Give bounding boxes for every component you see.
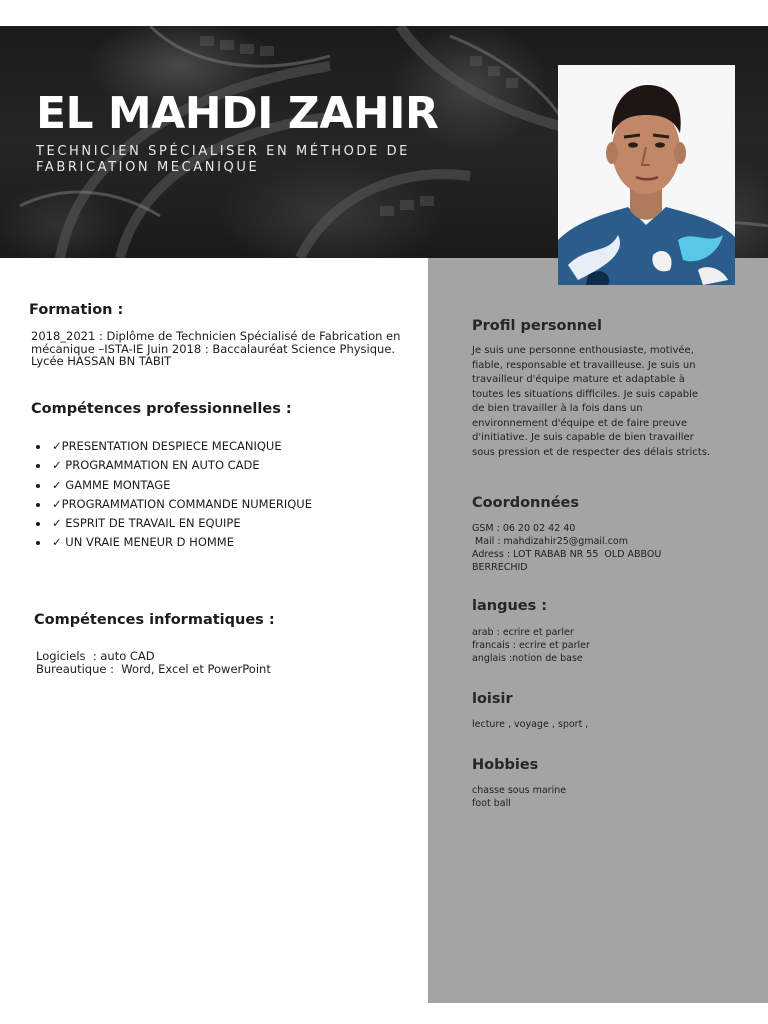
hobby-line: foot ball bbox=[472, 798, 511, 809]
language-line: anglais :notion de base bbox=[472, 653, 583, 664]
loisir-heading: loisir bbox=[472, 691, 513, 707]
professional-skills-list bbox=[36, 439, 312, 555]
list-item: ✓ UN VRAIE MENEUR D HOMME bbox=[36, 535, 312, 554]
list-item: ✓PRESENTATION DESPIECE MECANIQUE bbox=[36, 439, 312, 458]
competences-info-heading: Compétences informatiques : bbox=[34, 612, 275, 628]
loisir-line: lecture , voyage , sport , bbox=[472, 719, 589, 730]
competences-pro-heading: Compétences professionnelles : bbox=[31, 401, 292, 417]
title-line: TECHNICIEN SPÉCIALISER EN MÉTHODE DE bbox=[36, 144, 410, 159]
profil-line: de bien travailler à la fois dans un bbox=[472, 403, 643, 414]
list-item: ✓ GAMME MONTAGE bbox=[36, 478, 312, 497]
profil-line: environnement d'équipe et de faire preuve bbox=[472, 417, 688, 429]
profile-photo bbox=[558, 65, 735, 285]
formation-heading: Formation : bbox=[29, 302, 124, 318]
hobbies-heading: Hobbies bbox=[472, 757, 539, 773]
title-line: FABRICATION MECANIQUE bbox=[36, 160, 260, 175]
list-item: ✓ PROGRAMMATION EN AUTO CADE bbox=[36, 458, 312, 477]
language-line: arab : ecrire et parler bbox=[472, 627, 574, 638]
page-top-margin bbox=[0, 0, 768, 26]
office-line: Bureautique : Word, Excel et PowerPoint bbox=[36, 661, 271, 676]
list-item: ✓ ESPRIT DE TRAVAIL EN EQUIPE bbox=[36, 516, 312, 535]
coordonnees-heading: Coordonnées bbox=[472, 495, 580, 511]
profil-text bbox=[472, 344, 710, 460]
list-item: ✓PROGRAMMATION COMMANDE NUMERIQUE bbox=[36, 497, 312, 516]
software-line: Logiciels : auto CAD bbox=[36, 649, 155, 663]
langues-heading: langues : bbox=[472, 598, 548, 614]
email-line: Mail : mahdizahir25@gmail.com bbox=[472, 536, 628, 547]
language-line: francais : ecrire et parler bbox=[472, 640, 590, 651]
profil-line: travailleur d'équipe mature et adaptable à bbox=[472, 374, 685, 385]
profil-line: toutes les situations difficiles. Je suis capable bbox=[472, 388, 699, 400]
candidate-name: EL MAHDI ZAHIR bbox=[36, 88, 439, 139]
candidate-title bbox=[36, 144, 516, 176]
profil-line: Je suis une personne enthousiaste, motivée, bbox=[472, 345, 694, 356]
hobby-line: chasse sous marine bbox=[472, 785, 567, 796]
city-line: BERRECHID bbox=[472, 562, 528, 573]
hobbies-text bbox=[472, 784, 566, 810]
langues-text bbox=[472, 626, 590, 665]
portrait-image bbox=[558, 65, 735, 285]
profil-line: sous pression et de respecter des délais stricts. bbox=[472, 446, 711, 458]
formation-line: 2018_2021 : Diplôme de Technicien Spécialisé de Fabrication en bbox=[31, 329, 401, 343]
loisir-text bbox=[472, 718, 588, 731]
profil-line: fiable, responsable et travailleuse. Je suis un bbox=[472, 359, 696, 371]
profil-heading: Profil personnel bbox=[472, 318, 602, 334]
phone-line: GSM : 06 20 02 42 40 bbox=[472, 523, 576, 534]
address-line: Adress : LOT RABAB NR 55 OLD ABBOU bbox=[472, 549, 662, 560]
formation-line: Lycée HASSAN BN TABIT bbox=[31, 354, 172, 368]
competences-info-text bbox=[36, 650, 271, 675]
profil-line: d'initiative. Je suis capable de bien travailler bbox=[472, 432, 694, 443]
coordonnees-text bbox=[472, 522, 661, 574]
formation-line: mécanique –ISTA-IE Juin 2018 : Baccalauréat Science Physique. bbox=[31, 341, 396, 356]
formation-text bbox=[31, 330, 400, 368]
